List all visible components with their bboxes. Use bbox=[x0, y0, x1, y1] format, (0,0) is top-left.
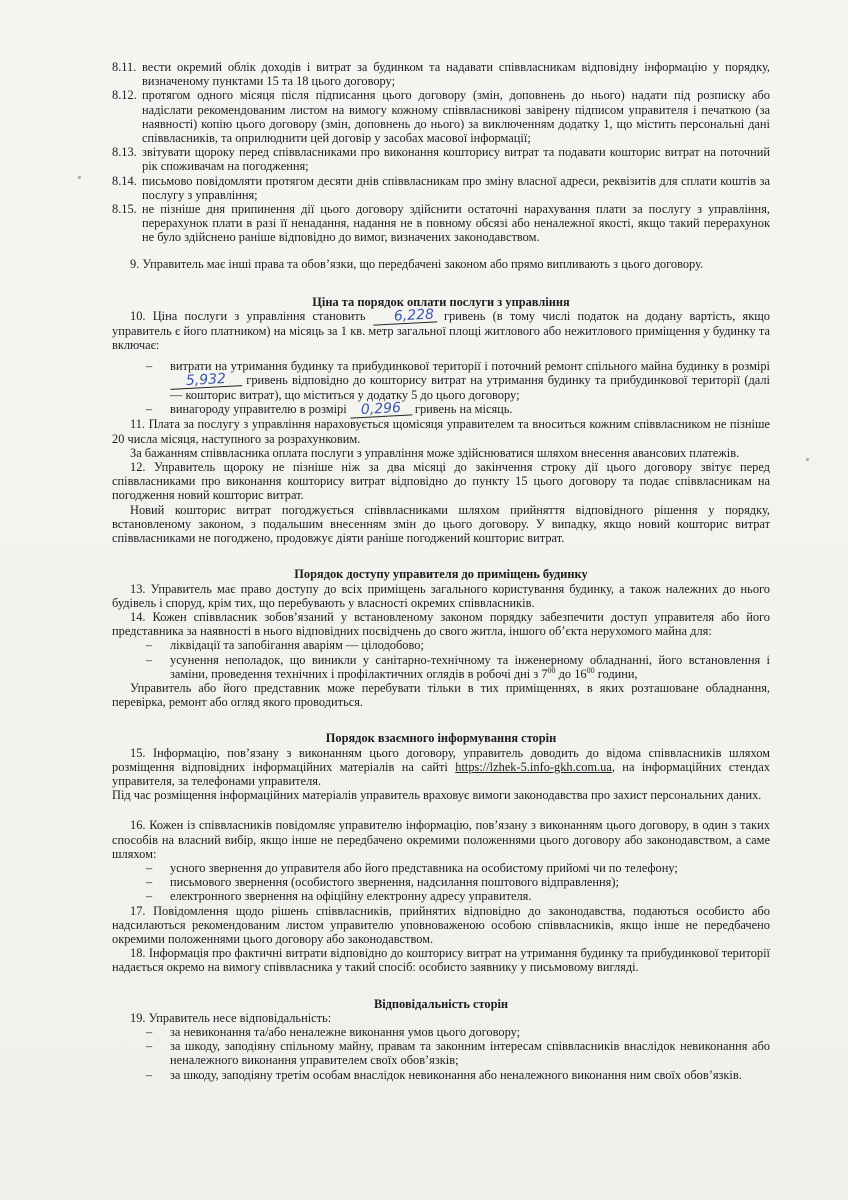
clause-14-list bbox=[112, 638, 770, 681]
list-item bbox=[112, 1025, 770, 1039]
list-item-text: ліквідації та запобігання аваріям — цілодобово; bbox=[170, 638, 424, 653]
dash-bullet: – bbox=[146, 1024, 153, 1039]
clause-19-list bbox=[112, 1025, 770, 1082]
list-item bbox=[112, 653, 770, 681]
list-item bbox=[112, 402, 770, 417]
clause-16: 16. Кожен із співвласників повідомляє управителю інформацію, пов’язану з виконанням цього договору, в один з таких способів на власний вибір, якщо інше не передбачено окремими положеннями цього договору або законодавством, а саме шляхом: bbox=[112, 818, 770, 861]
clause-number: 8.12. bbox=[112, 88, 137, 103]
list-item bbox=[112, 359, 770, 403]
clause-17: 17. Повідомлення щодо рішень співвласників, прийнятих відповідно до законодавства, подаються особисто або надсилаються рекомендованим листом управителю уповноваженою особою співвласників, якщо інше не передбачено окремими положеннями цього договору або законодавством. bbox=[112, 903, 770, 946]
dash-bullet: – bbox=[146, 1067, 153, 1082]
clause-15-text-b: , на інформаційних стендах управителя, за телефонами управителя. bbox=[112, 759, 770, 788]
list-item bbox=[112, 638, 770, 652]
clause-10 bbox=[112, 306, 770, 353]
section-heading-price: Ціна та порядок оплати послуги з управління bbox=[312, 294, 570, 309]
list-item bbox=[112, 1068, 770, 1082]
dash-bullet: – bbox=[146, 875, 153, 890]
clause-11: 11. Плата за послугу з управління нараховується щомісяця управителем та вноситься кожним співвласником не пізніше 20 числа місяця, наступного за розрахунковим. bbox=[112, 417, 770, 446]
list-item-text bbox=[170, 402, 770, 417]
clause-8-13 bbox=[112, 145, 770, 173]
clause-9: 9. Управитель має інші права та обов’язки, що передбачені законом або прямо випливають з цього договору. bbox=[130, 256, 704, 271]
dash-bullet: – bbox=[146, 402, 153, 417]
clause-8-list bbox=[112, 60, 770, 245]
list-text-a: витрати на утримання будинку та прибудинкової території і поточний ремонт спільного майна будинку в розмірі bbox=[170, 358, 770, 373]
clause-13: 13. Управитель має право доступу до всіх приміщень загального користування будинку, а також належних до нього будівель і споруд, крім тих, що перебувають у власності окремих співвласників. bbox=[112, 581, 770, 610]
list-item-text: письмового звернення (особистого звернення, надсилання поштового відправлення); bbox=[170, 875, 619, 890]
list-item-text: за невиконання та/або неналежне виконання умов цього договору; bbox=[170, 1024, 521, 1039]
clause-15-privacy: Під час розміщення інформаційних матеріалів управитель враховує вимоги законодавства про захист персональних даних. bbox=[112, 788, 762, 803]
scan-speck bbox=[78, 176, 81, 179]
handwritten-price: 6,228 bbox=[372, 307, 437, 326]
list-item-text: електронного звернення на офіційну електронну адресу управителя. bbox=[170, 889, 532, 904]
list-item-text: усного звернення до управителя або його представника на особистому прийомі чи по телефону; bbox=[170, 860, 678, 875]
list-item-text: за шкоду, заподіяну третім особам внаслідок невиконання або неналежного виконання ним своїх обов’язків. bbox=[170, 1067, 742, 1082]
dash-bullet: – bbox=[146, 652, 153, 667]
clause-text: не пізніше дня припинення дії цього договору здійснити остаточні нарахування плати за послугу з управління, перерахунок плати в разі її ненадання, надання не в повному обсязі або неналежної якості, якщо такий перерахунок не було здійснено раніше відповідно до вимог, визначених законодавством. bbox=[142, 202, 770, 245]
list-text-b: гривень відповідно до кошторису витрат на утримання будинку та прибудинкової території (далі — кошторис витрат), що міститься у додатку 5 до цього договору; bbox=[170, 372, 770, 403]
list-item-text bbox=[170, 359, 770, 403]
clause-11-advance: За бажанням співвласника оплата послуги з управління може здійснюватися шляхом внесення авансових платежів. bbox=[130, 445, 740, 460]
clause-10-text-a: 10. Ціна послуги з управління становить bbox=[130, 309, 366, 324]
clause-10-text-b: гривень (в тому числі податок на додану вартість, якщо управитель є його платником) на місяць за 1 кв. метр загальної площі житлового або нежитлового приміщення у будинку та включає: bbox=[112, 309, 770, 353]
clause-8-11 bbox=[112, 60, 770, 88]
time-superscript: 00 bbox=[586, 665, 595, 675]
section-heading-access: Порядок доступу управителя до приміщень будинку bbox=[294, 567, 588, 582]
clause-14-presence: Управитель або його представник може перебувати тільки в тих приміщеннях, в яких розташоване обладнання, перевірка, ремонт або огляд якого проводиться. bbox=[112, 680, 770, 710]
clause-number: 8.13. bbox=[112, 145, 137, 160]
list-item bbox=[112, 889, 770, 903]
handwritten-reward: 0,296 bbox=[349, 401, 412, 419]
dash-bullet: – bbox=[146, 1039, 153, 1054]
list-text-a: винагороду управителю в розмірі bbox=[170, 402, 347, 417]
website-link[interactable]: https://lzhek-5.info-gkh.com.ua bbox=[455, 759, 612, 774]
list-item bbox=[112, 875, 770, 889]
list-text-mid: до 16 bbox=[555, 666, 587, 681]
list-item bbox=[112, 1039, 770, 1067]
clause-8-12 bbox=[112, 88, 770, 145]
clause-number: 8.15. bbox=[112, 202, 137, 217]
list-text-b: години, bbox=[594, 666, 638, 681]
scan-speck bbox=[806, 458, 809, 461]
dash-bullet: – bbox=[146, 889, 153, 904]
clause-12-new-estimate: Новий кошторис витрат погоджується співвласниками шляхом прийняття відповідного рішення у порядку, встановленому законом, з подальшим внесенням змін до цього договору. У випадку, якщо новий кошторис витрат співвласниками не погоджено, продовжує діяти раніше погоджений кошторис витрат. bbox=[112, 502, 770, 546]
list-item-text bbox=[170, 653, 770, 681]
clause-14: 14. Кожен співвласник зобов’язаний у встановленому законом порядку забезпечити доступ управителя або його представника за наявності в нього відповідних посвідчень до свого житла, іншого об’єкта нерухомого майна для: bbox=[112, 609, 770, 639]
clause-text: вести окремий облік доходів і витрат за будинком та надавати співвласникам відповідну інформацію у порядку, визначеному пунктами 15 та 18 цього договору; bbox=[142, 60, 770, 89]
clause-text: звітувати щороку перед співвласниками про виконання кошторису витрат та подавати кошторис витрат на поточний рік споживачам на погодження; bbox=[142, 145, 770, 174]
list-item-text: за шкоду, заподіяну спільному майну, правам та законним інтересам співвласників внаслідок невиконання або неналежного виконання управителем своїх обов’язків; bbox=[170, 1039, 770, 1068]
clause-number: 8.11. bbox=[112, 60, 137, 74]
contract-text bbox=[112, 60, 770, 1082]
clause-number: 8.14. bbox=[112, 173, 137, 188]
clause-8-15 bbox=[112, 202, 770, 245]
section-heading-responsibility: Відповідальність сторін bbox=[373, 996, 509, 1011]
clause-15 bbox=[112, 746, 770, 789]
clause-8-14 bbox=[112, 174, 770, 202]
dash-bullet: – bbox=[146, 358, 153, 373]
section-heading-info: Порядок взаємного інформування сторін bbox=[325, 731, 557, 746]
list-text-a: усунення неполадок, що виникли у санітарно-технічному та інженерному обладнанні, його встановлення і заміни, проведення технічних і профілактичних оглядів в робочі дні з 7 bbox=[170, 652, 770, 681]
clause-16-list bbox=[112, 861, 770, 904]
clause-19: 19. Управитель несе відповідальність: bbox=[130, 1010, 332, 1025]
clause-10-list bbox=[112, 359, 770, 418]
list-item bbox=[112, 861, 770, 875]
clause-text: письмово повідомляти протягом десяти днів співвласникам про зміну власної адреси, реквізитів для сплати коштів за послугу з управління; bbox=[142, 173, 770, 202]
handwritten-maintenance-cost: 5,932 bbox=[170, 371, 243, 390]
clause-12: 12. Управитель щороку не пізніше ніж за два місяці до закінчення строку дії цього договору звітує перед співвласниками про виконання кошторису витрат відповідно до пункту 15 цього договору та подає співвласникам на погодження новий кошторис витрат. bbox=[112, 460, 770, 503]
list-text-b: гривень на місяць. bbox=[414, 402, 513, 417]
dash-bullet: – bbox=[146, 860, 153, 875]
dash-bullet: – bbox=[146, 638, 153, 653]
clause-15-text-a: 15. Інформацію, пов’язану з виконанням цього договору, управитель доводить до відома співвласників шляхом розміщення відповідних інформаційних матеріалів на сайті bbox=[112, 745, 770, 774]
time-superscript: 00 bbox=[547, 665, 556, 675]
clause-18: 18. Інформація про фактичні витрати відповідно до кошторису витрат на утримання будинку та прибудинкової території надається окремо на вимогу співвласника у такий спосіб: особисто заявнику у письмовому вигляді. bbox=[112, 946, 770, 975]
clause-text: протягом одного місяця після підписання цього договору (змін, доповнень до нього) надати під розписку або надіслати рекомендованим листом на вимогу кожному співвласникові завірену підписом управителя і печаткою (за наявності) копію цього договору (змін, доповнень до нього) за виключенням додатку 1, що містить персональні дані співвласників, та оприлюднити цей договір у засобах масової інформації; bbox=[142, 88, 770, 146]
